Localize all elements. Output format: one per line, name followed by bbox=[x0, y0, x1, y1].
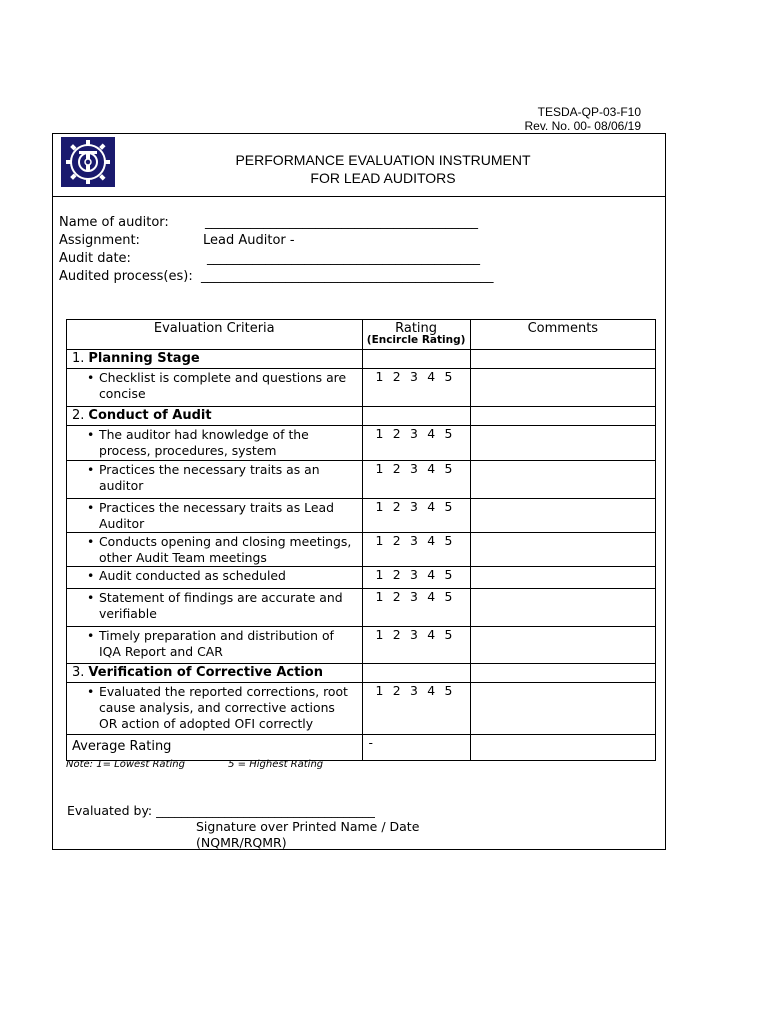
table-row bbox=[67, 683, 656, 735]
criterion-text: Statement of findings are accurate and verifiable bbox=[99, 590, 343, 621]
header-evaluation-criteria: Evaluation Criteria bbox=[67, 320, 363, 350]
assignment-value: Lead Auditor - bbox=[203, 233, 295, 248]
comments-cell[interactable] bbox=[470, 627, 655, 664]
section-row bbox=[67, 407, 656, 426]
evaluated-by-field[interactable]: Evaluated by: ___________________________________ bbox=[67, 803, 375, 818]
bullet-icon: • bbox=[87, 427, 95, 442]
table-row bbox=[67, 533, 656, 567]
section-rating-empty bbox=[362, 664, 470, 683]
audited-process-field[interactable]: _____________________________________________ bbox=[201, 269, 494, 284]
criterion-text: Evaluated the reported corrections, root cause analysis, and corrective actions OR action of adopted OFI correctly bbox=[99, 684, 348, 731]
criterion-cell bbox=[67, 461, 363, 499]
section-title-text: Planning Stage bbox=[88, 351, 200, 366]
comments-cell[interactable] bbox=[470, 683, 655, 735]
criterion-cell bbox=[67, 589, 363, 627]
bullet-icon: • bbox=[87, 370, 95, 385]
section-number: 3. bbox=[72, 665, 85, 680]
criterion-cell bbox=[67, 683, 363, 735]
rating-scale[interactable]: 1 2 3 4 5 bbox=[362, 589, 470, 627]
average-rating-label: Average Rating bbox=[67, 735, 363, 761]
bullet-icon: • bbox=[87, 590, 95, 605]
rating-scale[interactable]: 1 2 3 4 5 bbox=[362, 499, 470, 533]
section-comments-empty bbox=[470, 664, 655, 683]
comments-cell[interactable] bbox=[470, 426, 655, 461]
audit-date-field[interactable]: __________________________________________ bbox=[207, 251, 480, 266]
name-of-auditor-label: Name of auditor: bbox=[59, 215, 169, 230]
bullet-icon: • bbox=[87, 628, 95, 643]
section-title bbox=[67, 407, 363, 426]
header-rating bbox=[362, 320, 470, 350]
rating-note-lowest: Note: 1= Lowest Rating bbox=[66, 759, 185, 770]
section-comments-empty bbox=[470, 407, 655, 426]
evaluation-criteria-table bbox=[66, 319, 656, 761]
criterion-text: Conducts opening and closing meetings, other Audit Team meetings bbox=[99, 534, 352, 565]
header-rating-label: Rating bbox=[395, 321, 438, 336]
bullet-icon: • bbox=[87, 534, 95, 549]
form-title-line1: PERFORMANCE EVALUATION INSTRUMENT bbox=[235, 152, 531, 168]
criterion-text: Practices the necessary traits as an auditor bbox=[99, 462, 320, 493]
form-title-line2: FOR LEAD AUDITORS bbox=[310, 170, 456, 186]
form-header bbox=[53, 134, 665, 197]
section-comments-empty bbox=[470, 350, 655, 369]
criterion-text: Timely preparation and distribution of IQA Report and CAR bbox=[99, 628, 334, 659]
criterion-cell bbox=[67, 533, 363, 567]
table-row bbox=[67, 461, 656, 499]
average-rating-value[interactable]: - bbox=[362, 735, 470, 761]
form-code: TESDA-QP-03-F10 bbox=[537, 105, 641, 119]
audited-process-label: Audited process(es): bbox=[59, 269, 193, 284]
rating-note-highest: 5 = Highest Rating bbox=[228, 759, 324, 770]
criterion-cell bbox=[67, 627, 363, 664]
rating-scale[interactable]: 1 2 3 4 5 bbox=[362, 567, 470, 589]
assignment-label: Assignment: bbox=[59, 233, 140, 248]
rating-note bbox=[66, 759, 323, 770]
section-title bbox=[67, 350, 363, 369]
section-rating-empty bbox=[362, 407, 470, 426]
revision-number: Rev. No. 00- 08/06/19 bbox=[524, 119, 641, 133]
bullet-icon: • bbox=[87, 684, 95, 699]
criterion-cell bbox=[67, 499, 363, 533]
section-number: 2. bbox=[72, 408, 85, 423]
criterion-text: Checklist is complete and questions are concise bbox=[99, 370, 347, 401]
criterion-cell bbox=[67, 426, 363, 461]
bullet-icon: • bbox=[87, 568, 95, 583]
criterion-text: Practices the necessary traits as Lead Auditor bbox=[99, 500, 334, 531]
average-rating-row bbox=[67, 735, 656, 761]
table-row bbox=[67, 567, 656, 589]
comments-cell[interactable] bbox=[470, 369, 655, 407]
section-row bbox=[67, 350, 656, 369]
rating-scale[interactable]: 1 2 3 4 5 bbox=[362, 426, 470, 461]
tesda-logo-icon bbox=[61, 137, 115, 187]
comments-cell[interactable] bbox=[470, 461, 655, 499]
criterion-text: The auditor had knowledge of the process, procedures, system bbox=[99, 427, 309, 458]
rating-scale[interactable]: 1 2 3 4 5 bbox=[362, 627, 470, 664]
name-of-auditor-field[interactable]: __________________________________________ bbox=[205, 215, 478, 230]
table-row bbox=[67, 589, 656, 627]
comments-cell[interactable] bbox=[470, 499, 655, 533]
section-title-text: Verification of Corrective Action bbox=[88, 665, 323, 680]
table-row bbox=[67, 627, 656, 664]
table-header-row bbox=[67, 320, 656, 350]
criterion-cell bbox=[67, 567, 363, 589]
section-title-text: Conduct of Audit bbox=[88, 408, 212, 423]
criterion-cell bbox=[67, 369, 363, 407]
bullet-icon: • bbox=[87, 462, 95, 477]
table-row bbox=[67, 499, 656, 533]
rating-scale[interactable]: 1 2 3 4 5 bbox=[362, 461, 470, 499]
section-title bbox=[67, 664, 363, 683]
section-rating-empty bbox=[362, 350, 470, 369]
comments-cell[interactable] bbox=[470, 567, 655, 589]
rating-scale[interactable]: 1 2 3 4 5 bbox=[362, 683, 470, 735]
header-rating-sub: (Encircle Rating) bbox=[366, 334, 466, 346]
bullet-icon: • bbox=[87, 500, 95, 515]
rating-scale[interactable]: 1 2 3 4 5 bbox=[362, 369, 470, 407]
signature-role: (NQMR/RQMR) bbox=[196, 835, 287, 850]
average-rating-comments[interactable] bbox=[470, 735, 655, 761]
comments-cell[interactable] bbox=[470, 533, 655, 567]
comments-cell[interactable] bbox=[470, 589, 655, 627]
section-row bbox=[67, 664, 656, 683]
table-row bbox=[67, 426, 656, 461]
table-row bbox=[67, 369, 656, 407]
criterion-text: Audit conducted as scheduled bbox=[99, 568, 286, 583]
header-comments: Comments bbox=[470, 320, 655, 350]
rating-scale[interactable]: 1 2 3 4 5 bbox=[362, 533, 470, 567]
section-number: 1. bbox=[72, 351, 85, 366]
signature-caption: Signature over Printed Name / Date bbox=[196, 819, 420, 834]
audit-date-label: Audit date: bbox=[59, 251, 131, 266]
